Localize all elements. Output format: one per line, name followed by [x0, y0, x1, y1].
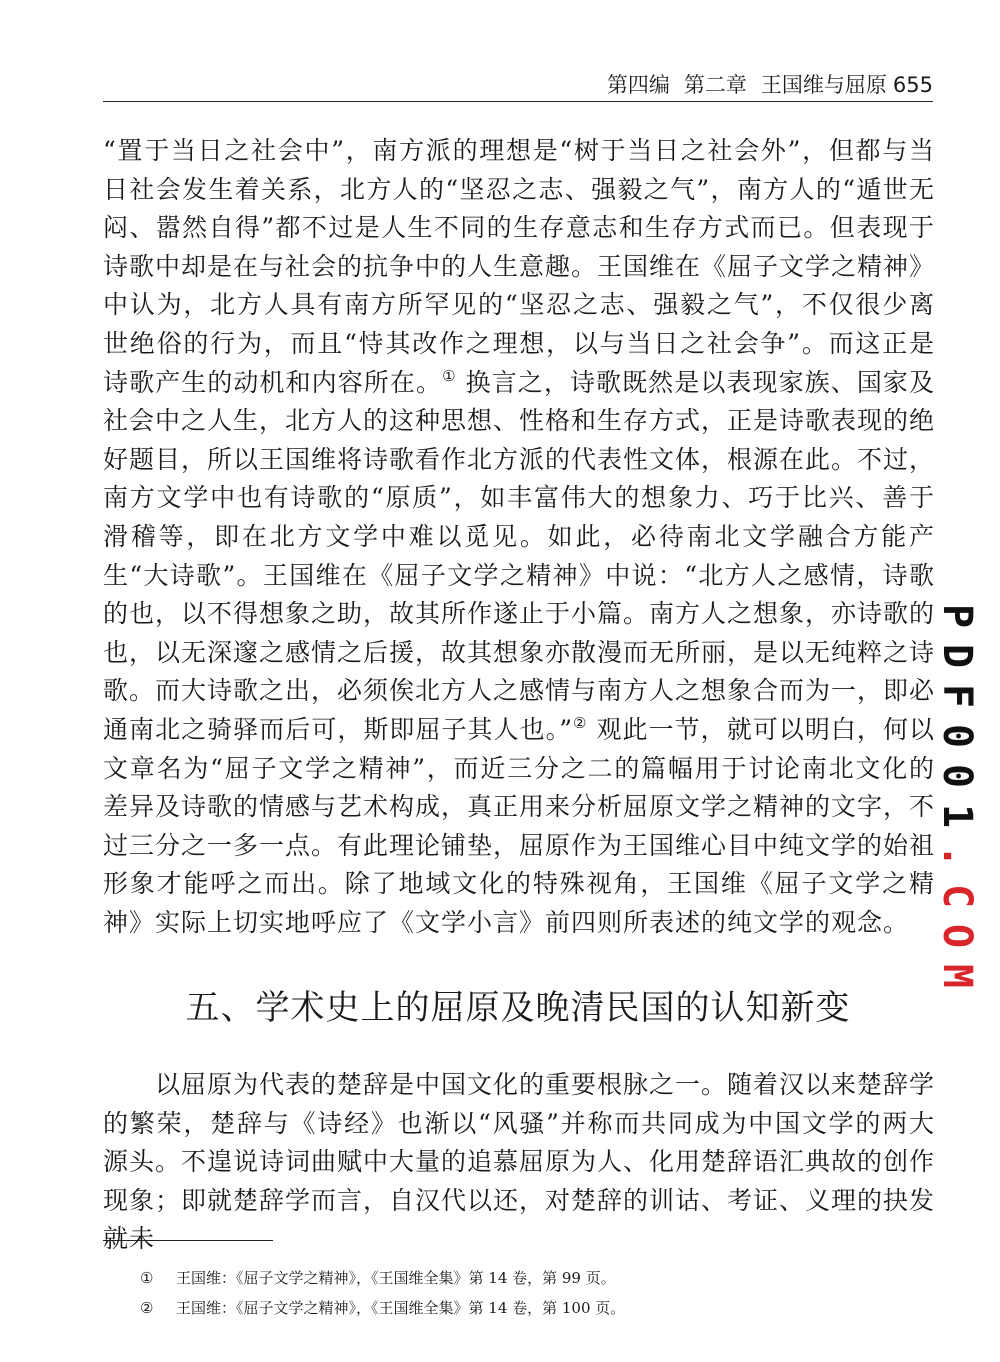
header-part: 第四编 — [606, 73, 670, 97]
paragraph-1-text-b: 换言之，诗歌既然是以表现家族、国家及社会中之人生，北方人的这种思想、性格和生存方式，正是诗歌表现的绝好题目，所以王国维将诗歌看作北方派的代表性文体，根源在此。不过，南方文学中也有诗歌的“原质”，如丰富伟大的想象力、巧于比兴、善于滑稽等，即在北方文学中难以觅见。如此，必待南北文学融合方能产生“大诗歌”。王国维在《屈子文学之精神》中说：“北方人之感情，诗歌的也，以不得想象之助，故其所作遂止于小篇。南方人之想象，亦诗歌的也，以无深邃之感情之后援，故其想象亦散漫而无所丽，是以无纯粹之诗歌。而大诗歌之出，必须俟北方人之感情与南方人之想象合而为一，即必通南北之骑驿而后可，斯即屈子其人也。” — [103, 367, 936, 744]
paragraph-1-text-c: 观此一节，就可以明白，何以文章名为“屈子文学之精神”，而近三分之二的篇幅用于讨论南北文化的差异及诗歌的情感与艺术构成，真正用来分析屈原文学之精神的文字，不过三分之一多一点。有此理论铺垫，屈原作为王国维心目中纯文学的始祖形象才能呼之而出。除了地域文化的特殊视角，王国维《屈子文学之精神》实际上切实地呼应了《文学小言》前四则所表述的纯文学的观念。 — [103, 714, 936, 937]
footnote-1-mark: ① — [140, 1269, 154, 1287]
pdf001-watermark — [928, 596, 986, 989]
watermark-char: 1 — [934, 803, 980, 829]
watermark-char: D — [934, 643, 980, 669]
header-rule — [103, 101, 933, 102]
footnote-2-text: 王国维：《屈子文学之精神》，《王国维全集》第 14 卷，第 100 页。 — [176, 1299, 626, 1317]
section-heading: 五、学术史上的屈原及晚清民国的认知新变 — [185, 988, 851, 1028]
body-paragraph-2: 以屈原为代表的楚辞是中国文化的重要根脉之一。随着汉以来楚辞学的繁荣，楚辞与《诗经》也渐以“风骚”并称而共同成为中国文学的两大源头。不遑说诗词曲赋中大量的追慕屈原为人、化用楚辞语汇典故的创作现象；即就楚辞学而言，自汉代以还，对楚辞的训诂、考证、义理的抉发就未 — [103, 1070, 936, 1254]
footnote-1 — [140, 1263, 920, 1293]
footnote-ref-2[interactable]: ② — [573, 713, 588, 732]
page-number: 655 — [892, 73, 933, 97]
footnotes — [140, 1263, 920, 1323]
watermark-char: P — [934, 603, 980, 629]
watermark-char: C — [934, 883, 980, 909]
paragraph-1-text-a: “置于当日之社会中”，南方派的理想是“树于当日之社会外”，但都与当日社会发生着关系，北方人的“坚忍之志、强毅之气”，南方人的“遁世无闷、嚣然自得”都不过是人生不同的生存意志和生存方式而已。但表现于诗歌中却是在与社会的抗争中的人生意趣。王国维在《屈子文学之精神》中认为，北方人具有南方所罕见的“坚忍之志、强毅之气”，不仅很少离世绝俗的行为，而且“恃其改作之理想，以与当日之社会争”。而这正是诗歌产生的动机和内容所在。 — [103, 136, 936, 397]
footnote-ref-1[interactable]: ① — [442, 366, 457, 385]
watermark-char: . — [934, 843, 980, 869]
body-paragraph-1 — [103, 132, 935, 942]
watermark-char: M — [934, 963, 980, 989]
footnote-1-text: 王国维：《屈子文学之精神》，《王国维全集》第 14 卷，第 99 页。 — [176, 1269, 616, 1287]
watermark-char: F — [934, 683, 980, 709]
watermark-char: 0 — [934, 723, 980, 749]
watermark-char: 0 — [934, 763, 980, 789]
footnote-rule — [103, 1240, 273, 1241]
running-header — [103, 70, 933, 100]
header-chapter: 第二章 — [683, 73, 747, 97]
footnote-2-mark: ② — [140, 1299, 154, 1317]
footnote-2 — [140, 1293, 920, 1323]
header-chapter-title: 王国维与屈原 — [760, 73, 887, 97]
watermark-char: O — [934, 923, 980, 949]
